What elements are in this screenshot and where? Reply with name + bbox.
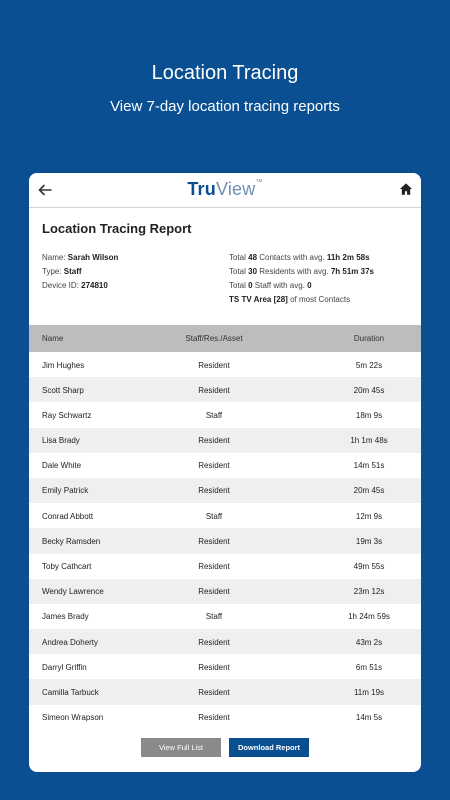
row-type: Resident bbox=[198, 687, 230, 697]
row-name: Jim Hughes bbox=[42, 360, 85, 370]
subject-device-id: Device ID: 274810 bbox=[42, 281, 108, 290]
subject-info bbox=[42, 251, 118, 293]
row-type: Resident bbox=[198, 536, 230, 546]
row-duration: 18m 9s bbox=[355, 410, 383, 420]
row-type: Resident bbox=[198, 461, 230, 471]
row-type: Resident bbox=[198, 385, 230, 395]
row-type: Resident bbox=[198, 562, 230, 571]
header-name: Name bbox=[42, 334, 64, 343]
table-row[interactable] bbox=[29, 629, 421, 654]
summary-area: TS TV Area [28] of most Contacts bbox=[229, 295, 351, 304]
row-duration: 23m 12s bbox=[353, 587, 385, 597]
row-duration: 19m 3s bbox=[355, 536, 383, 546]
home-icon[interactable] bbox=[399, 182, 413, 196]
row-type: Resident bbox=[198, 486, 230, 496]
row-duration: 11m 19s bbox=[353, 687, 385, 697]
row-name: Simeon Wrapson bbox=[42, 713, 104, 723]
row-name: Lisa Brady bbox=[42, 436, 80, 446]
table-row[interactable] bbox=[29, 453, 421, 478]
table-row[interactable] bbox=[29, 705, 421, 730]
row-duration: 14m 5s bbox=[355, 713, 383, 723]
row-type: Staff bbox=[205, 511, 223, 521]
subject-type: Type: Staff bbox=[42, 267, 82, 276]
row-name: Andrea Doherty bbox=[42, 637, 99, 647]
view-full-list-button[interactable]: View Full List bbox=[141, 738, 221, 757]
row-name: James Brady bbox=[42, 612, 89, 622]
row-name: Wendy Lawrence bbox=[42, 587, 104, 597]
table-row[interactable] bbox=[29, 428, 421, 453]
table-row[interactable] bbox=[29, 528, 421, 553]
row-duration: 20m 45s bbox=[353, 486, 385, 496]
report-card bbox=[29, 173, 421, 772]
row-name: Conrad Abbott bbox=[42, 511, 94, 521]
promo-subtitle: View 7-day location tracing reports bbox=[110, 98, 340, 115]
row-name: Toby Cathcart bbox=[42, 562, 92, 571]
table-row[interactable] bbox=[29, 554, 421, 579]
contacts-table bbox=[29, 352, 421, 730]
row-duration: 5m 22s bbox=[355, 360, 383, 370]
header-type: Staff/Res./Asset bbox=[185, 334, 243, 343]
row-duration: 6m 51s bbox=[355, 662, 383, 672]
top-bar bbox=[29, 173, 421, 208]
row-name: Dale White bbox=[42, 461, 82, 471]
row-duration: 20m 45s bbox=[353, 385, 385, 395]
table-row[interactable] bbox=[29, 604, 421, 629]
row-type: Resident bbox=[198, 587, 230, 597]
table-row[interactable] bbox=[29, 679, 421, 704]
row-type: Resident bbox=[198, 637, 230, 647]
download-report-button[interactable]: Download Report bbox=[229, 738, 309, 757]
contact-summary bbox=[229, 251, 374, 307]
truview-logo: TruView™ bbox=[187, 179, 263, 199]
row-name: Camilla Tarbuck bbox=[42, 687, 99, 697]
row-duration: 14m 51s bbox=[353, 461, 385, 471]
row-name: Becky Ramsden bbox=[42, 536, 101, 546]
row-duration: 1h 1m 48s bbox=[350, 436, 388, 446]
row-duration: 12m 9s bbox=[355, 511, 383, 521]
summary-residents: Total 30 Residents with avg. 7h 51m 37s bbox=[229, 267, 374, 276]
row-type: Resident bbox=[198, 360, 230, 370]
summary-contacts: Total 48 Contacts with avg. 11h 2m 58s bbox=[229, 253, 370, 262]
row-duration: 43m 2s bbox=[355, 637, 383, 647]
table-row[interactable] bbox=[29, 377, 421, 402]
report-title: Location Tracing Report bbox=[42, 221, 192, 236]
table-header bbox=[29, 325, 421, 352]
table-row[interactable] bbox=[29, 503, 421, 528]
table-row[interactable] bbox=[29, 352, 421, 377]
table-row[interactable] bbox=[29, 654, 421, 679]
row-type: Resident bbox=[198, 713, 230, 723]
row-duration: 1h 24m 59s bbox=[348, 612, 390, 622]
summary-staff: Total 0 Staff with avg. 0 bbox=[229, 281, 312, 290]
row-name: Darryl Griffin bbox=[42, 662, 87, 672]
row-duration: 49m 55s bbox=[353, 562, 385, 571]
header-duration: Duration bbox=[353, 334, 385, 343]
table-row[interactable] bbox=[29, 478, 421, 503]
table-row[interactable] bbox=[29, 402, 421, 427]
promo-title: Location Tracing bbox=[151, 62, 299, 84]
row-type: Staff bbox=[205, 410, 223, 420]
table-row[interactable] bbox=[29, 579, 421, 604]
row-type: Resident bbox=[198, 436, 230, 446]
row-name: Ray Schwartz bbox=[42, 410, 92, 420]
row-name: Scott Sharp bbox=[42, 385, 84, 395]
subject-name: Name: Sarah Wilson bbox=[42, 253, 119, 262]
row-type: Resident bbox=[198, 662, 230, 672]
row-type: Staff bbox=[205, 612, 223, 622]
row-name: Emily Patrick bbox=[42, 486, 89, 496]
